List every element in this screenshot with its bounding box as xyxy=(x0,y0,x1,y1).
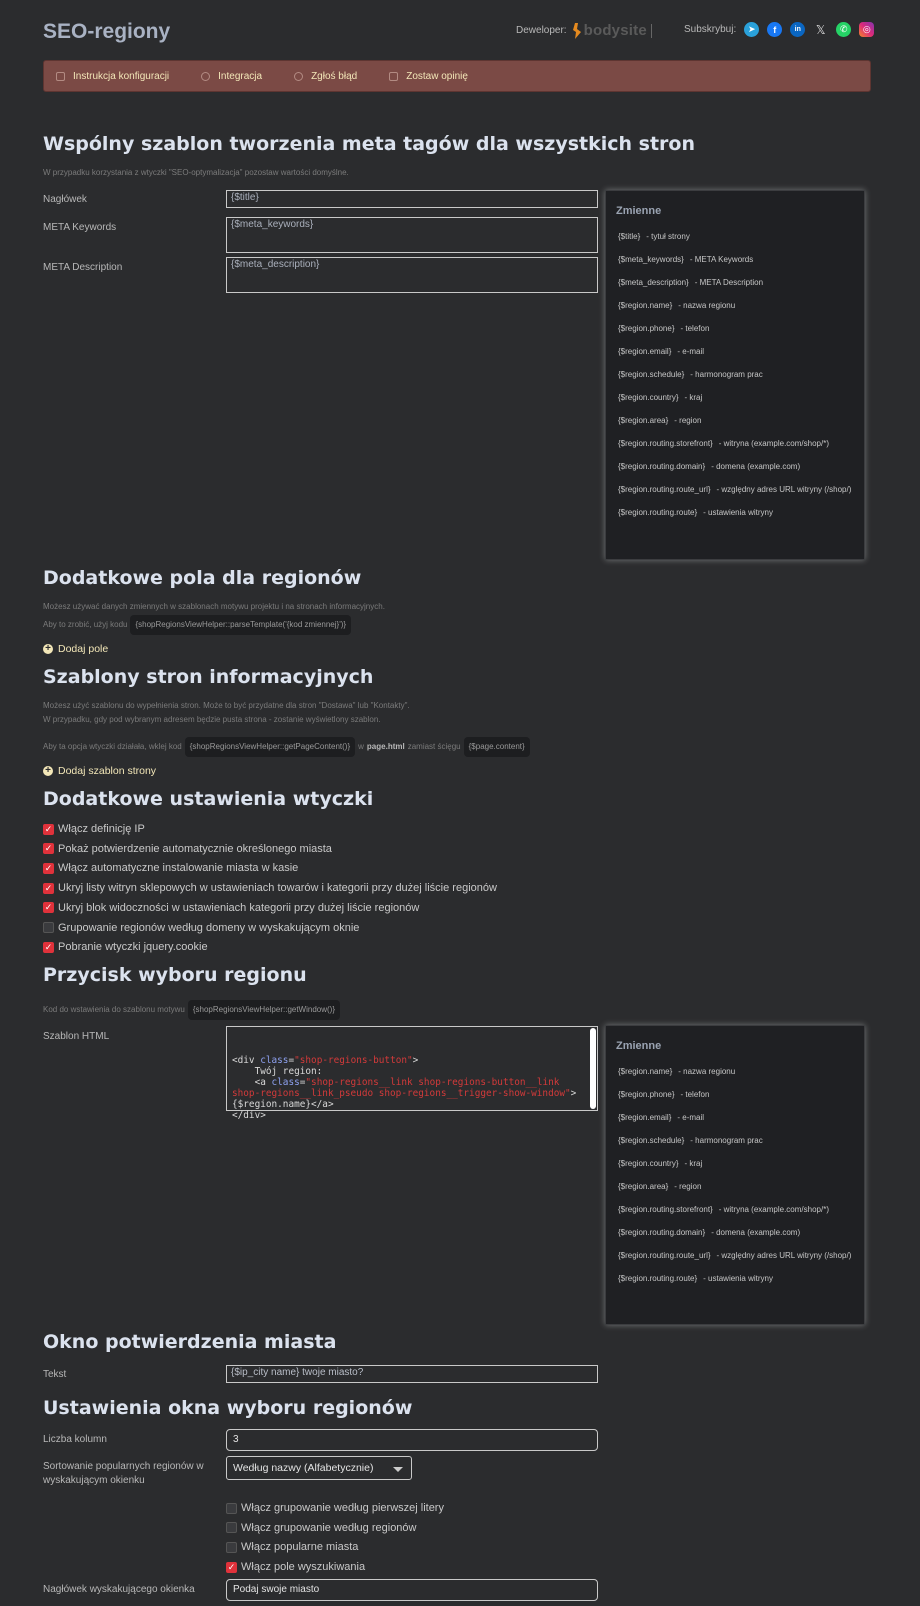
variable-code: {$region.schedule} xyxy=(618,370,685,379)
checkbox-option[interactable] xyxy=(43,823,145,835)
meta-section-hint: W przypadku korzystania z wtyczki "SEO-optymalizacja" pozostaw wartości domyślne. xyxy=(43,168,349,177)
variable-row xyxy=(616,298,854,314)
bodysite-mark-icon xyxy=(573,23,582,39)
checkbox-option[interactable] xyxy=(43,862,298,874)
variable-row xyxy=(616,321,854,337)
checkbox-option[interactable] xyxy=(226,1522,416,1534)
variable-description: - domena (example.com) xyxy=(711,462,801,471)
checkbox-label: Włącz definicję IP xyxy=(58,823,145,835)
variables-panel-2 xyxy=(605,1025,865,1325)
variable-description: - kraj xyxy=(684,393,703,402)
variable-row xyxy=(616,1133,854,1149)
variable-code: {$region.country} xyxy=(618,393,679,402)
checkbox-label: Grupowanie regionów według domeny w wyskakującym oknie xyxy=(58,921,360,934)
parse-template-code: {shopRegionsViewHelper::parseTemplate('{kod zmiennej}')} xyxy=(130,615,351,635)
developer-block xyxy=(516,22,684,39)
meta-keywords-label: META Keywords xyxy=(43,222,117,233)
extra-fields-hint-2: Aby to zrobić, użyj kodu {shopRegionsViewHelper::parseTemplate('{kod zmiennej}')} xyxy=(43,615,351,635)
variable-row xyxy=(616,1179,854,1195)
region-button-title: Przycisk wyboru regionu xyxy=(43,964,307,986)
variable-description: - META Description xyxy=(694,278,764,287)
telegram-icon[interactable]: ➤ xyxy=(744,22,759,37)
info-pages-title: Szablony stron informacyjnych xyxy=(43,666,374,688)
variable-code: {$region.routing.route} xyxy=(618,508,698,517)
checkbox-option[interactable] xyxy=(43,941,208,953)
checkbox-option[interactable] xyxy=(43,902,419,914)
checkbox-unchecked-icon[interactable] xyxy=(226,1503,237,1514)
variable-code: {$region.email} xyxy=(618,347,672,356)
city-confirm-title: Okno potwierdzenia miasta xyxy=(43,1331,337,1353)
instagram-icon[interactable]: ◎ xyxy=(859,22,874,37)
checkbox-label: Włącz grupowanie według regionów xyxy=(241,1521,417,1534)
checkbox-option[interactable] xyxy=(43,922,359,934)
city-confirm-text-input[interactable]: {$ip_city name} twoje miasto? xyxy=(226,1365,598,1383)
variable-row xyxy=(616,1225,854,1241)
variable-row xyxy=(616,1271,854,1287)
top-navbar xyxy=(43,60,871,92)
nav-report-bug[interactable]: Zgłoś błąd xyxy=(294,71,357,82)
social-block xyxy=(684,22,874,37)
variable-row xyxy=(616,229,854,245)
code-line: <div class="shop-regions-button"> xyxy=(232,1055,419,1066)
variables-panel-2-title: Zmienne xyxy=(616,1040,662,1052)
info-pages-hint-1: Możesz użyć szablonu do wypełnienia stron. Może to być przydatne dla stron "Dostawa" lub "Kontakty". xyxy=(43,701,410,710)
variables-panel xyxy=(605,190,865,560)
variable-row xyxy=(616,390,854,406)
variable-code: {$region.area} xyxy=(618,1182,669,1191)
variable-description: - e-mail xyxy=(677,347,705,356)
get-window-code: {shopRegionsViewHelper::getWindow()} xyxy=(188,1000,340,1020)
variable-row xyxy=(616,482,854,498)
checkbox-checked-icon[interactable]: ✓ xyxy=(227,1561,236,1572)
variable-row xyxy=(616,1110,854,1126)
checkbox-checked-icon[interactable]: ✓ xyxy=(44,902,53,913)
checkbox-checked-icon[interactable]: ✓ xyxy=(44,823,53,834)
variable-description: - domena (example.com) xyxy=(711,1228,801,1237)
variable-code: {$region.schedule} xyxy=(618,1136,685,1145)
add-page-template-button[interactable]: + Dodaj szablon strony xyxy=(43,765,156,777)
heading-input[interactable]: {$title} xyxy=(226,190,598,208)
variable-row xyxy=(616,1248,854,1264)
extra-fields-hint-1: Możesz używać danych zmiennych w szablonach motywu projektu i na stronach informacyjnych. xyxy=(43,602,385,611)
linkedin-icon[interactable]: in xyxy=(790,22,805,37)
variable-row xyxy=(616,436,854,452)
variable-description: - telefon xyxy=(680,1090,710,1099)
variables-list-2 xyxy=(616,1064,854,1287)
popup-header-label: Nagłówek wyskakującego okienka xyxy=(43,1584,195,1595)
info-pages-hint-3: Aby ta opcja wtyczki działała, wklej kod {shopRegionsViewHelper::getPageContent()} w page.html zamiast ścięgu {$page.content} xyxy=(43,737,530,757)
x-icon[interactable]: 𝕏 xyxy=(815,22,826,37)
checkbox-label: Pobranie wtyczki jquery.cookie xyxy=(58,941,208,954)
extra-fields-title: Dodatkowe pola dla regionów xyxy=(43,567,362,589)
variable-description: - względny adres URL witryny (/shop/) xyxy=(716,485,852,494)
checkbox-checked-icon[interactable]: ✓ xyxy=(44,882,53,893)
checkbox-unchecked-icon[interactable] xyxy=(226,1522,237,1533)
code-line: <a class="shop-regions__link shop-regions-button__link shop-regions__link_pseudo shop-regions__trigger-show-window">{$region.name}</a> xyxy=(232,1077,577,1110)
variable-code: {$region.phone} xyxy=(618,324,675,333)
variable-code: {$region.phone} xyxy=(618,1090,675,1099)
variable-row xyxy=(616,505,854,521)
html-template-label: Szablon HTML xyxy=(43,1031,110,1042)
info-pages-hint-2: W przypadku, gdy pod wybranym adresem będzie pusta strona - zostanie wyświetlony szablon. xyxy=(43,715,381,724)
gear-icon xyxy=(201,72,210,81)
plus-circle-icon: + xyxy=(43,766,53,776)
checkbox-unchecked-icon[interactable] xyxy=(226,1542,237,1553)
nav-leave-feedback[interactable]: Zostaw opinię xyxy=(389,71,468,82)
variable-code: {$region.country} xyxy=(618,1159,679,1168)
variable-row xyxy=(616,1156,854,1172)
plugin-settings-title: Dodatkowe ustawienia wtyczki xyxy=(43,788,374,810)
window-settings-title: Ustawienia okna wyboru regionów xyxy=(43,1397,413,1419)
variable-row xyxy=(616,344,854,360)
city-confirm-text-label: Tekst xyxy=(43,1369,67,1380)
variable-description: - witryna (example.com/shop/*) xyxy=(718,1205,829,1214)
checkbox-option[interactable] xyxy=(43,843,332,855)
variable-code: {$meta_description} xyxy=(618,278,689,287)
variable-code: {$region.name} xyxy=(618,301,673,310)
variable-description: - względny adres URL witryny (/shop/) xyxy=(716,1251,852,1260)
whatsapp-icon[interactable]: ✆ xyxy=(836,22,851,37)
checkbox-checked-icon[interactable]: ✓ xyxy=(44,843,53,854)
popup-header-input[interactable]: Podaj swoje miasto xyxy=(226,1579,598,1601)
developer-label: Deweloper: xyxy=(516,25,567,36)
message-icon xyxy=(389,72,398,81)
page-content-code: {$page.content} xyxy=(464,737,530,757)
add-field-button[interactable]: + Dodaj pole xyxy=(43,643,108,655)
code-line: Twój region: xyxy=(232,1066,323,1077)
variable-description: - telefon xyxy=(680,324,710,333)
checkbox-option[interactable] xyxy=(226,1541,358,1553)
variable-row xyxy=(616,459,854,475)
variable-code: {$region.routing.storefront} xyxy=(618,1205,713,1214)
variable-code: {$region.area} xyxy=(618,416,669,425)
variable-code: {$region.email} xyxy=(618,1113,672,1122)
checkbox-label: Ukryj listy witryn sklepowych w ustawieniach towarów i kategorii przy dużej liście regionów xyxy=(58,882,497,895)
variable-row xyxy=(616,1202,854,1218)
checkbox-label: Włącz automatyczne instalowanie miasta w kasie xyxy=(58,862,299,875)
nav-integration[interactable]: Integracja xyxy=(201,71,262,82)
variable-row xyxy=(616,413,854,429)
variable-code: {$region.routing.storefront} xyxy=(618,439,713,448)
variable-code: {$region.routing.route_url} xyxy=(618,1251,711,1260)
meta-description-label: META Description xyxy=(43,262,123,273)
sort-select[interactable]: Według nazwy (Alfabetycznie) xyxy=(226,1456,412,1480)
variable-description: - harmonogram prac xyxy=(690,1136,763,1145)
heading-label: Nagłówek xyxy=(43,194,87,205)
info-icon xyxy=(294,72,303,81)
variable-row xyxy=(616,252,854,268)
plus-circle-icon: + xyxy=(43,644,53,654)
page-html-file: page.html xyxy=(366,742,405,751)
variable-description: - tytuł strony xyxy=(646,232,690,241)
book-icon xyxy=(56,72,65,81)
variable-description: - e-mail xyxy=(677,1113,705,1122)
variable-description: - nazwa regionu xyxy=(678,1067,736,1076)
variable-description: - ustawienia witryny xyxy=(703,508,773,517)
checkbox-label: Ukryj blok widoczności w ustawieniach kategorii przy dużej liście regionów xyxy=(58,901,420,914)
variable-description: - region xyxy=(674,1182,702,1191)
checkbox-checked-icon[interactable]: ✓ xyxy=(44,862,53,873)
variable-code: {$meta_keywords} xyxy=(618,255,684,264)
variables-panel-title: Zmienne xyxy=(616,205,662,217)
variable-description: - kraj xyxy=(684,1159,703,1168)
meta-description-textarea[interactable]: {$meta_description} xyxy=(226,257,598,293)
checkbox-label: Pokaż potwierdzenie automatycznie określonego miasta xyxy=(58,842,332,855)
checkbox-option[interactable] xyxy=(226,1502,444,1514)
nav-config-instructions[interactable]: Instrukcja konfiguracji xyxy=(56,71,169,82)
meta-keywords-textarea[interactable]: {$meta_keywords} xyxy=(226,217,598,253)
sort-label: Sortowanie popularnych regionów w wyskakującym okienku xyxy=(43,1461,204,1486)
checkbox-label: Włącz popularne miasta xyxy=(241,1541,359,1554)
variable-row xyxy=(616,1064,854,1080)
variable-row xyxy=(616,1087,854,1103)
columns-label: Liczba kolumn xyxy=(43,1434,107,1445)
variable-code: {$region.routing.domain} xyxy=(618,1228,706,1237)
chevron-down-icon xyxy=(393,1467,403,1472)
variable-code: {$region.routing.route_url} xyxy=(618,485,711,494)
checkbox-option[interactable] xyxy=(226,1561,365,1573)
variable-row xyxy=(616,275,854,291)
variable-code: {$title} xyxy=(618,232,641,241)
variable-description: - harmonogram prac xyxy=(690,370,763,379)
variables-list xyxy=(616,229,854,521)
checkbox-unchecked-icon[interactable] xyxy=(43,922,54,933)
variable-description: - META Keywords xyxy=(689,255,754,264)
checkbox-label: Włącz pole wyszukiwania xyxy=(241,1561,366,1574)
checkbox-option[interactable] xyxy=(43,882,497,894)
variable-code: {$region.routing.route} xyxy=(618,1274,698,1283)
variable-code: {$region.routing.domain} xyxy=(618,462,706,471)
page-title: SEO-regiony xyxy=(43,20,171,43)
variable-code: {$region.name} xyxy=(618,1067,673,1076)
checkbox-label: Włącz grupowanie według pierwszej litery xyxy=(241,1502,444,1514)
variable-description: - witryna (example.com/shop/*) xyxy=(718,439,829,448)
bodysite-logo[interactable] xyxy=(573,22,684,39)
meta-section-title: Wspólny szablon tworzenia meta tagów dla wszystkich stron xyxy=(43,133,696,155)
editor-scrollbar[interactable] xyxy=(590,1028,596,1109)
variable-row xyxy=(616,367,854,383)
region-button-hint: Kod do wstawienia do szablonu motywu {shopRegionsViewHelper::getWindow()} xyxy=(43,1000,340,1020)
bodysite-logo-text: bodysite xyxy=(583,22,647,39)
variable-description: - region xyxy=(674,416,702,425)
code-line: </div> xyxy=(232,1110,266,1121)
columns-input[interactable]: 3 xyxy=(226,1429,598,1451)
facebook-icon[interactable]: f xyxy=(767,22,782,37)
variable-description: - nazwa regionu xyxy=(678,301,736,310)
variable-description: - ustawienia witryny xyxy=(703,1274,773,1283)
get-page-content-code: {shopRegionsViewHelper::getPageContent()} xyxy=(185,737,355,757)
checkbox-checked-icon[interactable]: ✓ xyxy=(44,941,53,952)
subscribe-label: Subskrybuj: xyxy=(684,24,737,35)
html-template-editor[interactable] xyxy=(226,1026,598,1121)
